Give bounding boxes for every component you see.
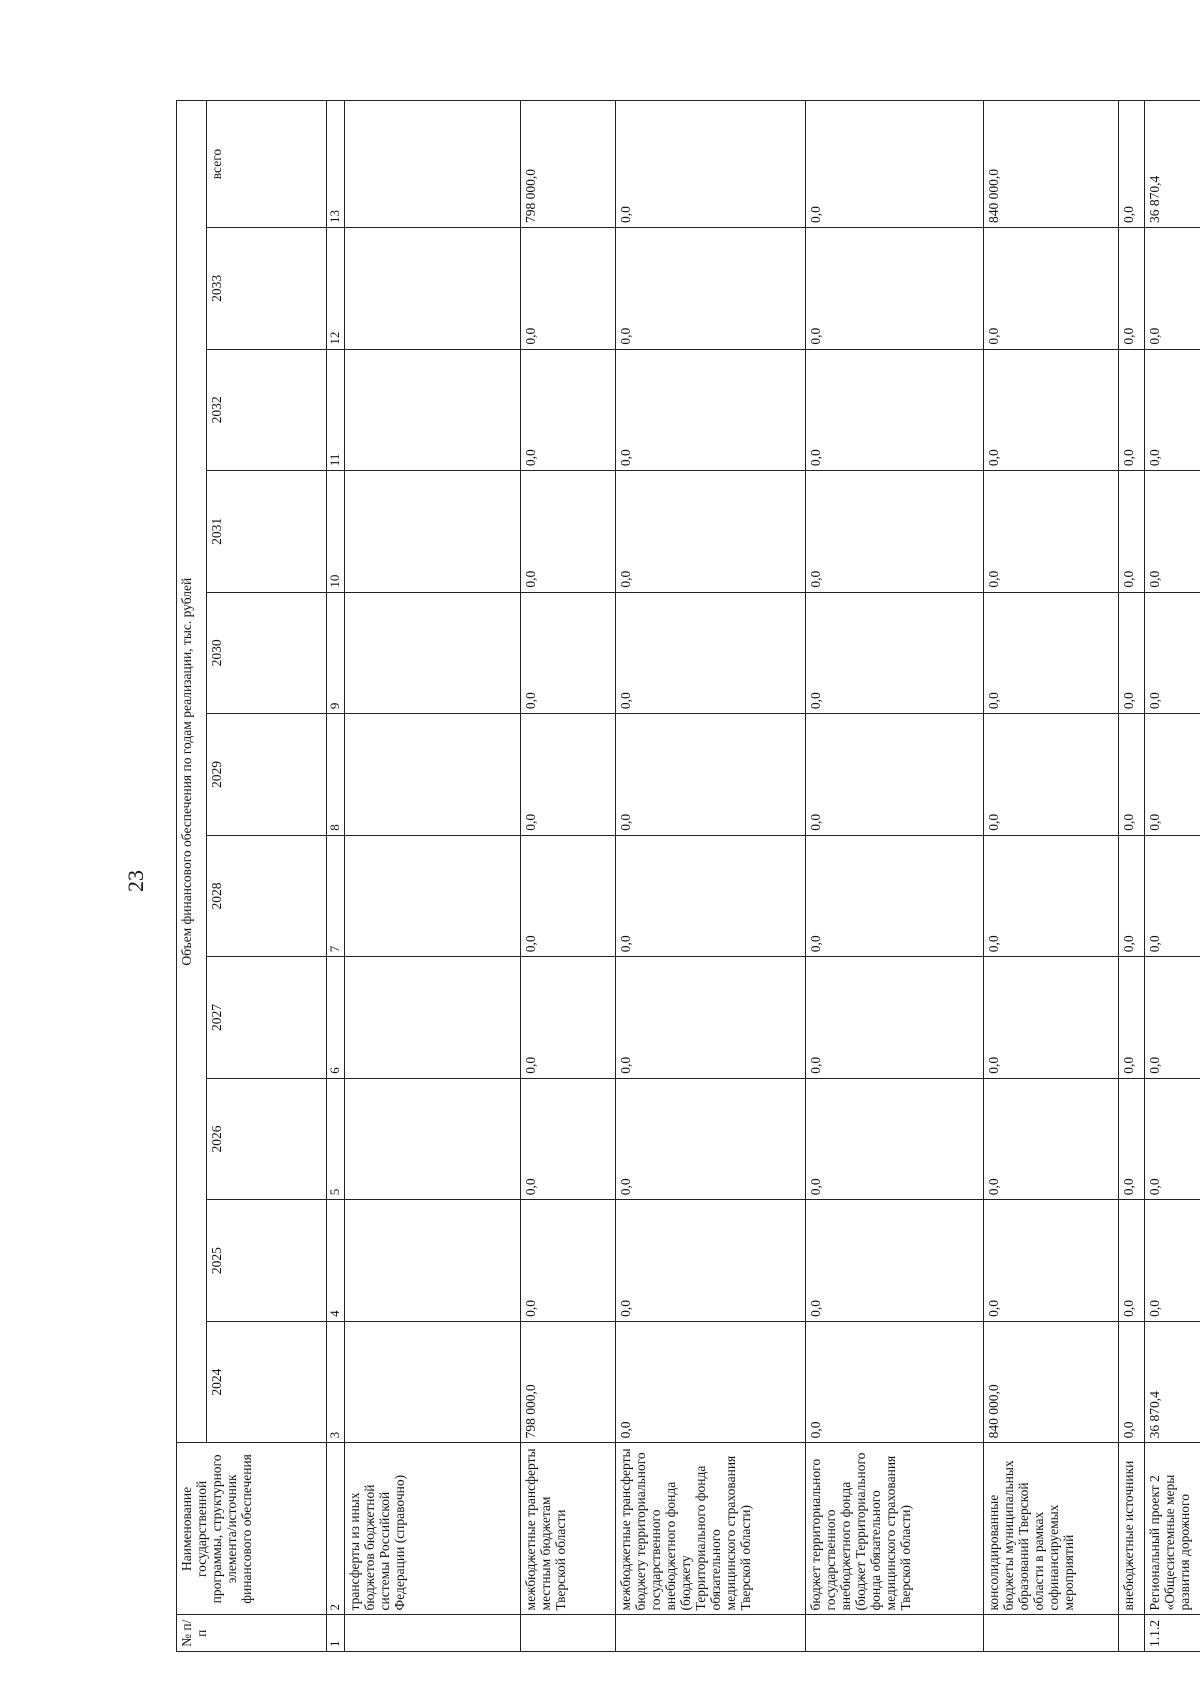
header-year: 2033 (207, 228, 327, 350)
row-year-value: 0,0 (983, 228, 1118, 350)
column-number: 8 (327, 714, 345, 836)
row-name: внебюджетные источники (1118, 1443, 1144, 1615)
row-year-value: 0,0 (805, 835, 983, 957)
row-number (983, 1615, 1118, 1652)
row-year-value: 0,0 (615, 1078, 805, 1200)
row-total-value: 36 870,4 (1144, 101, 1200, 228)
row-year-value: 0,0 (1118, 592, 1144, 714)
row-number (344, 1615, 520, 1652)
row-year-value: 0,0 (805, 471, 983, 593)
row-year-value: 0,0 (520, 957, 615, 1079)
table-row (615, 101, 805, 1652)
row-year-value: 0,0 (983, 1078, 1118, 1200)
row-year-value: 0,0 (520, 349, 615, 471)
column-number: 4 (327, 1200, 345, 1322)
header-year: 2030 (207, 592, 327, 714)
header-year: 2031 (207, 471, 327, 593)
row-year-value: 0,0 (983, 957, 1118, 1079)
row-year-value (344, 592, 520, 714)
row-year-value (344, 835, 520, 957)
row-year-value: 0,0 (1144, 714, 1200, 836)
row-year-value: 0,0 (1144, 228, 1200, 350)
header-year: 2026 (207, 1078, 327, 1200)
row-year-value: 0,0 (520, 1078, 615, 1200)
row-year-value: 0,0 (983, 835, 1118, 957)
row-year-value (344, 228, 520, 350)
row-year-value: 0,0 (1144, 471, 1200, 593)
column-number: 2 (327, 1443, 345, 1615)
row-year-value: 0,0 (615, 1200, 805, 1322)
row-total-value: 798 000,0 (520, 101, 615, 228)
row-year-value: 0,0 (983, 592, 1118, 714)
row-year-value: 0,0 (805, 592, 983, 714)
row-year-value: 0,0 (615, 228, 805, 350)
table-row (1118, 101, 1144, 1652)
row-year-value: 0,0 (983, 349, 1118, 471)
financing-table-sheet (176, 100, 1192, 1652)
row-year-value: 0,0 (1118, 1321, 1144, 1443)
row-year-value: 0,0 (1118, 835, 1144, 957)
row-year-value: 0,0 (805, 1200, 983, 1322)
row-number (615, 1615, 805, 1652)
row-year-value: 0,0 (1144, 835, 1200, 957)
row-name: Региональный проект 2 «Общесистемные меры развития дорожного (1144, 1443, 1200, 1615)
row-year-value: 0,0 (983, 714, 1118, 836)
table-row (805, 101, 983, 1652)
row-name: консолидированные бюджеты муниципальных образований Тверской области в рамках софинансируемых мероприятий (983, 1443, 1118, 1615)
column-number: 7 (327, 835, 345, 957)
row-year-value: 0,0 (520, 592, 615, 714)
column-number: 5 (327, 1078, 345, 1200)
row-year-value: 0,0 (615, 349, 805, 471)
row-year-value: 0,0 (615, 592, 805, 714)
row-year-value: 0,0 (1144, 592, 1200, 714)
column-number: 6 (327, 957, 345, 1079)
row-name: трансферты из иных бюджетов бюджетной системы Российской Федерации (справочно) (344, 1443, 520, 1615)
row-number (520, 1615, 615, 1652)
row-total-value: 0,0 (1118, 101, 1144, 228)
row-year-value: 0,0 (1144, 349, 1200, 471)
header-year: 2024 (207, 1321, 327, 1443)
row-year-value: 798 000,0 (520, 1321, 615, 1443)
table-row (520, 101, 615, 1652)
column-number: 1 (327, 1615, 345, 1652)
row-year-value: 0,0 (983, 1200, 1118, 1322)
row-total-value: 840 000,0 (983, 101, 1118, 228)
row-year-value (344, 1321, 520, 1443)
row-year-value: 0,0 (805, 1078, 983, 1200)
header-name: Наименование государственной программы, структурного элемента/источник финансового обеспечения (177, 1443, 327, 1615)
header-year: 2025 (207, 1200, 327, 1322)
row-year-value: 0,0 (1144, 957, 1200, 1079)
row-year-value: 0,0 (615, 1321, 805, 1443)
row-name: межбюджетные трансферты местным бюджетам Тверской области (520, 1443, 615, 1615)
row-number: 1.1.2 (1144, 1615, 1200, 1652)
row-year-value: 0,0 (615, 835, 805, 957)
row-year-value: 0,0 (805, 1321, 983, 1443)
row-year-value (344, 1078, 520, 1200)
row-year-value: 840 000,0 (983, 1321, 1118, 1443)
table-row (344, 101, 520, 1652)
row-year-value (344, 1200, 520, 1322)
row-total-value: 0,0 (615, 101, 805, 228)
column-number: 3 (327, 1321, 345, 1443)
row-year-value: 0,0 (615, 714, 805, 836)
row-number (1118, 1615, 1144, 1652)
header-year: 2032 (207, 349, 327, 471)
row-year-value: 0,0 (1118, 349, 1144, 471)
row-year-value: 0,0 (805, 349, 983, 471)
row-year-value: 0,0 (983, 471, 1118, 593)
row-year-value: 0,0 (805, 957, 983, 1079)
header-year: 2029 (207, 714, 327, 836)
column-number: 10 (327, 471, 345, 593)
row-year-value: 0,0 (520, 714, 615, 836)
row-year-value: 0,0 (805, 228, 983, 350)
header-year: 2028 (207, 835, 327, 957)
row-name: межбюджетные трансферты бюджету территориального государственного внебюджетного фонда (бюджету Территориального фонда обязательного медицинского страхования Тверской области) (615, 1443, 805, 1615)
row-year-value (344, 714, 520, 836)
header-total: всего (207, 101, 327, 228)
row-year-value: 0,0 (1118, 1200, 1144, 1322)
column-number-row (327, 101, 345, 1652)
row-year-value: 0,0 (805, 714, 983, 836)
row-year-value: 0,0 (615, 471, 805, 593)
header-no: № п/п (177, 1615, 327, 1652)
row-total-value (344, 101, 520, 228)
row-year-value (344, 471, 520, 593)
row-year-value: 0,0 (1144, 1078, 1200, 1200)
row-name: бюджет территориального государственного внебюджетного фонда (бюджет Территориального фонда обязательного медицинского страхования Тверской области) (805, 1443, 983, 1615)
row-year-value: 0,0 (1118, 471, 1144, 593)
column-number: 12 (327, 228, 345, 350)
column-number: 9 (327, 592, 345, 714)
row-year-value: 0,0 (1118, 1078, 1144, 1200)
row-year-value (344, 957, 520, 1079)
row-year-value: 36 870,4 (1144, 1321, 1200, 1443)
row-year-value: 0,0 (520, 228, 615, 350)
header-group-title: Объем финансового обеспечения по годам реализации, тыс. рублей (177, 101, 207, 1443)
column-number: 11 (327, 349, 345, 471)
row-year-value: 0,0 (520, 1200, 615, 1322)
page-number: 23 (123, 870, 148, 892)
row-year-value: 0,0 (520, 471, 615, 593)
header-year: 2027 (207, 957, 327, 1079)
row-year-value: 0,0 (1144, 1200, 1200, 1322)
row-year-value: 0,0 (1118, 957, 1144, 1079)
row-year-value: 0,0 (1118, 714, 1144, 836)
financing-table (176, 100, 1200, 1652)
row-number (805, 1615, 983, 1652)
row-year-value (344, 349, 520, 471)
row-year-value: 0,0 (615, 957, 805, 1079)
column-number: 13 (327, 101, 345, 228)
row-total-value: 0,0 (805, 101, 983, 228)
row-year-value: 0,0 (1118, 228, 1144, 350)
table-row (983, 101, 1118, 1652)
table-row (1144, 101, 1200, 1652)
row-year-value: 0,0 (520, 835, 615, 957)
